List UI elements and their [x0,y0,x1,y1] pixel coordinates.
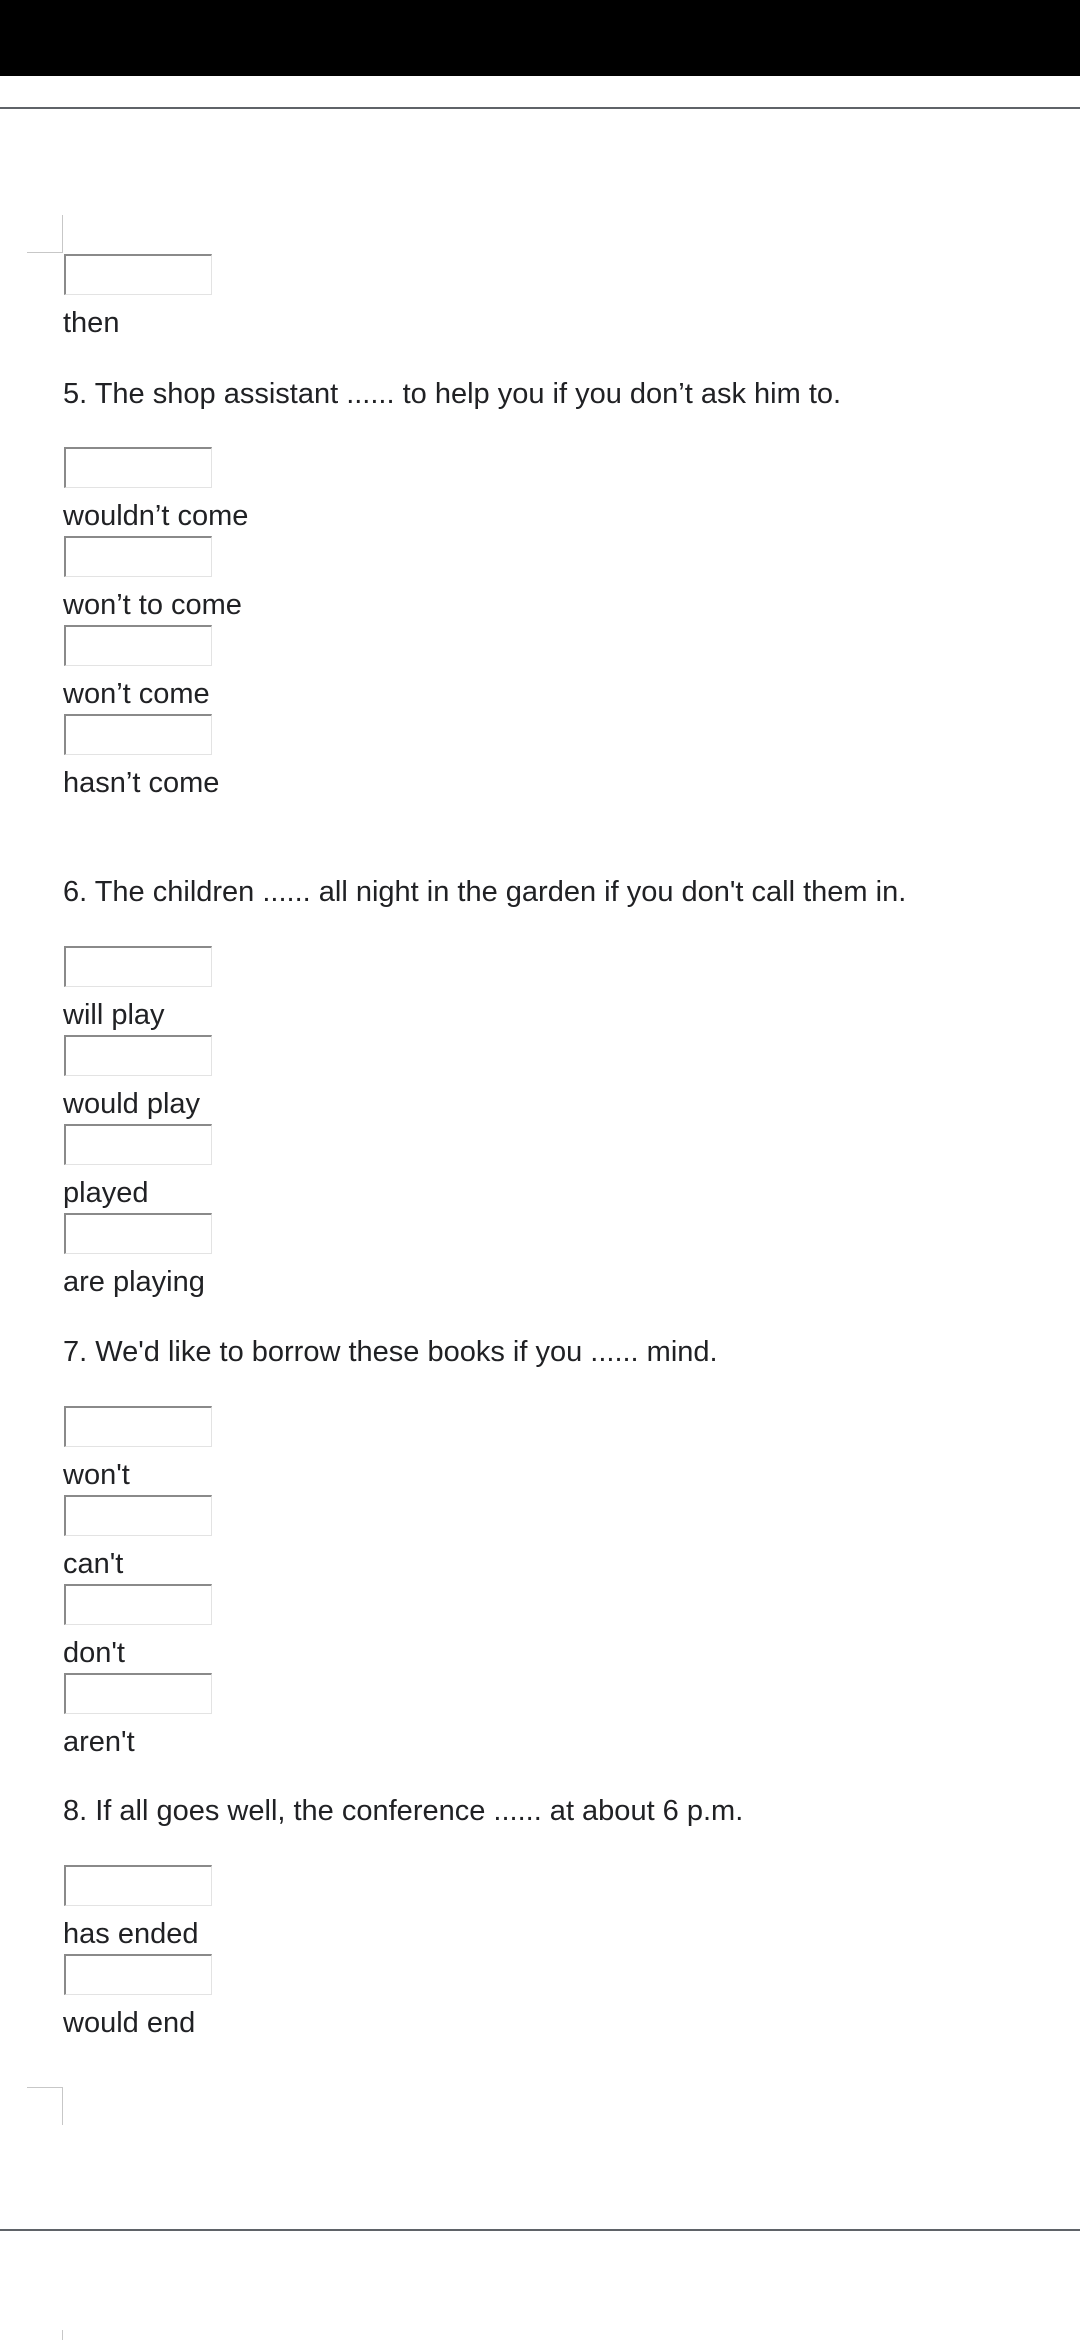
option-label: won’t come [63,678,210,710]
crop-mark-bottom-left-horizontal [27,2087,63,2088]
option-checkbox[interactable] [64,1954,212,1995]
option-label: played [63,1177,149,1209]
option-checkbox[interactable] [64,1406,212,1447]
question-5: 5. The shop assistant ...... to help you if you don’t ask him to. [63,378,842,410]
option-label: won’t to come [63,589,242,621]
crop-mark-top-left-vertical [62,215,63,253]
option-checkbox[interactable] [64,254,212,295]
crop-mark-next-page [62,2330,63,2340]
option-checkbox[interactable] [64,447,212,488]
page-break-divider [0,2229,1080,2231]
option-checkbox[interactable] [64,1495,212,1536]
page-top-divider [0,107,1080,109]
option-label: won't [63,1459,130,1491]
crop-mark-top-left-horizontal [27,252,63,253]
option-label: hasn’t come [63,767,220,799]
option-checkbox[interactable] [64,1124,212,1165]
option-label: would play [63,1088,201,1120]
question-6: 6. The children ...... all night in the garden if you don't call them in. [63,876,907,908]
option-checkbox[interactable] [64,714,212,755]
option-checkbox[interactable] [64,1213,212,1254]
option-checkbox[interactable] [64,1673,212,1714]
option-label: has ended [63,1918,199,1950]
option-label: wouldn’t come [63,500,249,532]
status-bar [0,0,1080,76]
question-7: 7. We'd like to borrow these books if you ...... mind. [63,1336,718,1368]
option-label: can't [63,1548,124,1580]
question-8: 8. If all goes well, the conference ...... at about 6 p.m. [63,1795,744,1827]
option-label: are playing [63,1266,205,1298]
option-checkbox[interactable] [64,946,212,987]
option-label: would end [63,2007,196,2039]
option-checkbox[interactable] [64,1865,212,1906]
option-checkbox[interactable] [64,536,212,577]
option-label: aren't [63,1726,135,1758]
crop-mark-bottom-left-vertical [62,2087,63,2125]
option-checkbox[interactable] [64,1035,212,1076]
option-checkbox[interactable] [64,625,212,666]
option-label: then [63,307,120,339]
option-checkbox[interactable] [64,1584,212,1625]
option-label: don't [63,1637,125,1669]
option-label: will play [63,999,165,1031]
